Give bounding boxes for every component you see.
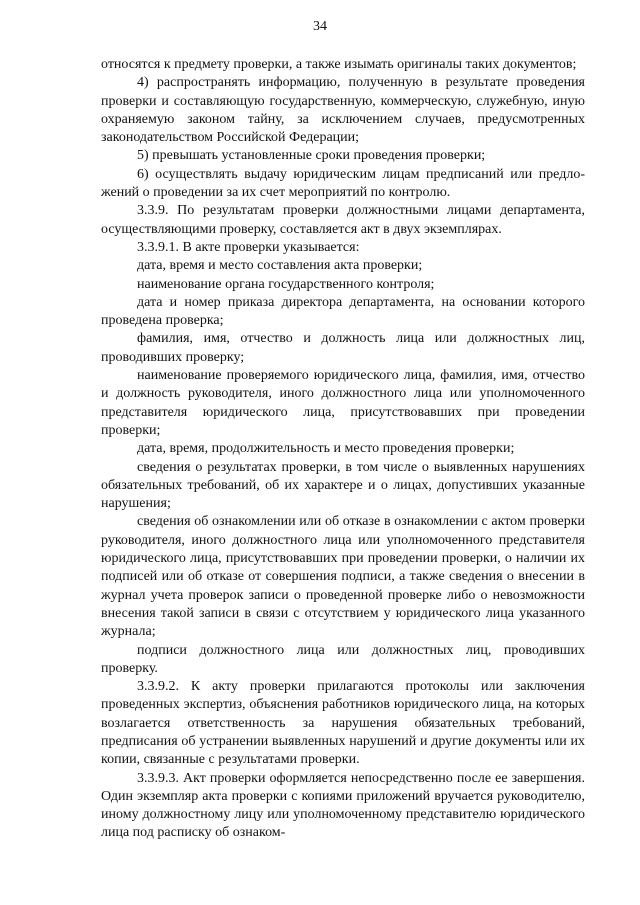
paragraph-signatures: подписи должностного лица или должностных лиц, проводивших проверку. [101, 642, 585, 676]
paragraph-3-3-9-1: 3.3.9.1. В акте проверки указывается: [137, 239, 360, 255]
paragraph-item-4: 4) распространять информацию, полученную в результате проведения проверки и составляющую государственную, коммерческую, служебную, иную охраняемую законом тайну, за исключением случаев, предусмотренных законодательством Российской Федерации; [101, 75, 585, 146]
paragraph-3-3-9-2: 3.3.9.2. К акту проверки прилагаются протоколы или заключения проведенных экспертиз, объяснения работников юридического лица, на которых возлагается ответственность за нарушения обязательных требований, предписания об устранении выявленных нарушений и другие документы или их копии, связанные с результатами проверки. [101, 679, 585, 768]
paragraph-results: сведения о результатах проверки, в том числе о выявленных нарушениях обязательных требований, об их характере и о лицах, допустивших указанные нарушения; [101, 459, 585, 512]
paragraph-control-body: наименование органа государственного контроля; [137, 276, 435, 292]
paragraph-entity: наименование проверяемого юридического лица, фамилия, имя, отчество и должность руководителя, иного должностного лица или уполномоченного представителя юридического лица, присутствовавших при проведении проверки; [101, 368, 585, 438]
paragraph-item-6: 6) осуществлять выдачу юридическим лицам предписаний или предложений о проведении за их счет мероприятий по контролю. [101, 166, 585, 201]
paragraph-inspectors: фамилия, имя, отчество и должность лица или должностных лиц, проводивших проверку; [101, 331, 585, 365]
paragraph-acknowledgement: сведения об ознакомлении или об отказе в ознакомлении с актом проверки руководителя, иного должностного лица или уполномоченного представителя юридического лица, присутствовавших при проведении проверки, о наличии их подписей или об отказе от совершения подписи, а также сведения о внесении в журнал учета проверок записи о проведенной проверке либо о невозможности внесения такой записи в связи с отсутствием у юридического лица указанного журнала; [101, 514, 585, 640]
paragraph-item-5: 5) превышать установленные сроки проведения проверки; [137, 148, 486, 164]
paragraph-inspection-time: дата, время, продолжительность и место проведения проверки; [137, 441, 515, 457]
paragraph-continuation: относятся к предмету проверки, а также изымать оригиналы таких документов; [101, 57, 577, 72]
page-number: 34 [313, 19, 327, 34]
paragraph-act-date: дата, время и место составления акта проверки; [137, 258, 423, 274]
document-body [101, 56, 585, 843]
paragraph-3-3-9-3: 3.3.9.3. Акт проверки оформляется непосредственно после ее завершения. Один экземпляр акта проверки с копиями приложений вручается руководителю, иному должностному лицу или уполномоченному представителю юридического лица под расписку об ознаком- [101, 770, 585, 841]
paragraph-order: дата и номер приказа директора департамента, на основании которого проведена проверка; [101, 294, 585, 329]
paragraph-3-3-9: 3.3.9. По результатам проверки должностными лицами департамента, осуществляющими проверку, составляется акт в двух экземплярах. [101, 203, 585, 237]
